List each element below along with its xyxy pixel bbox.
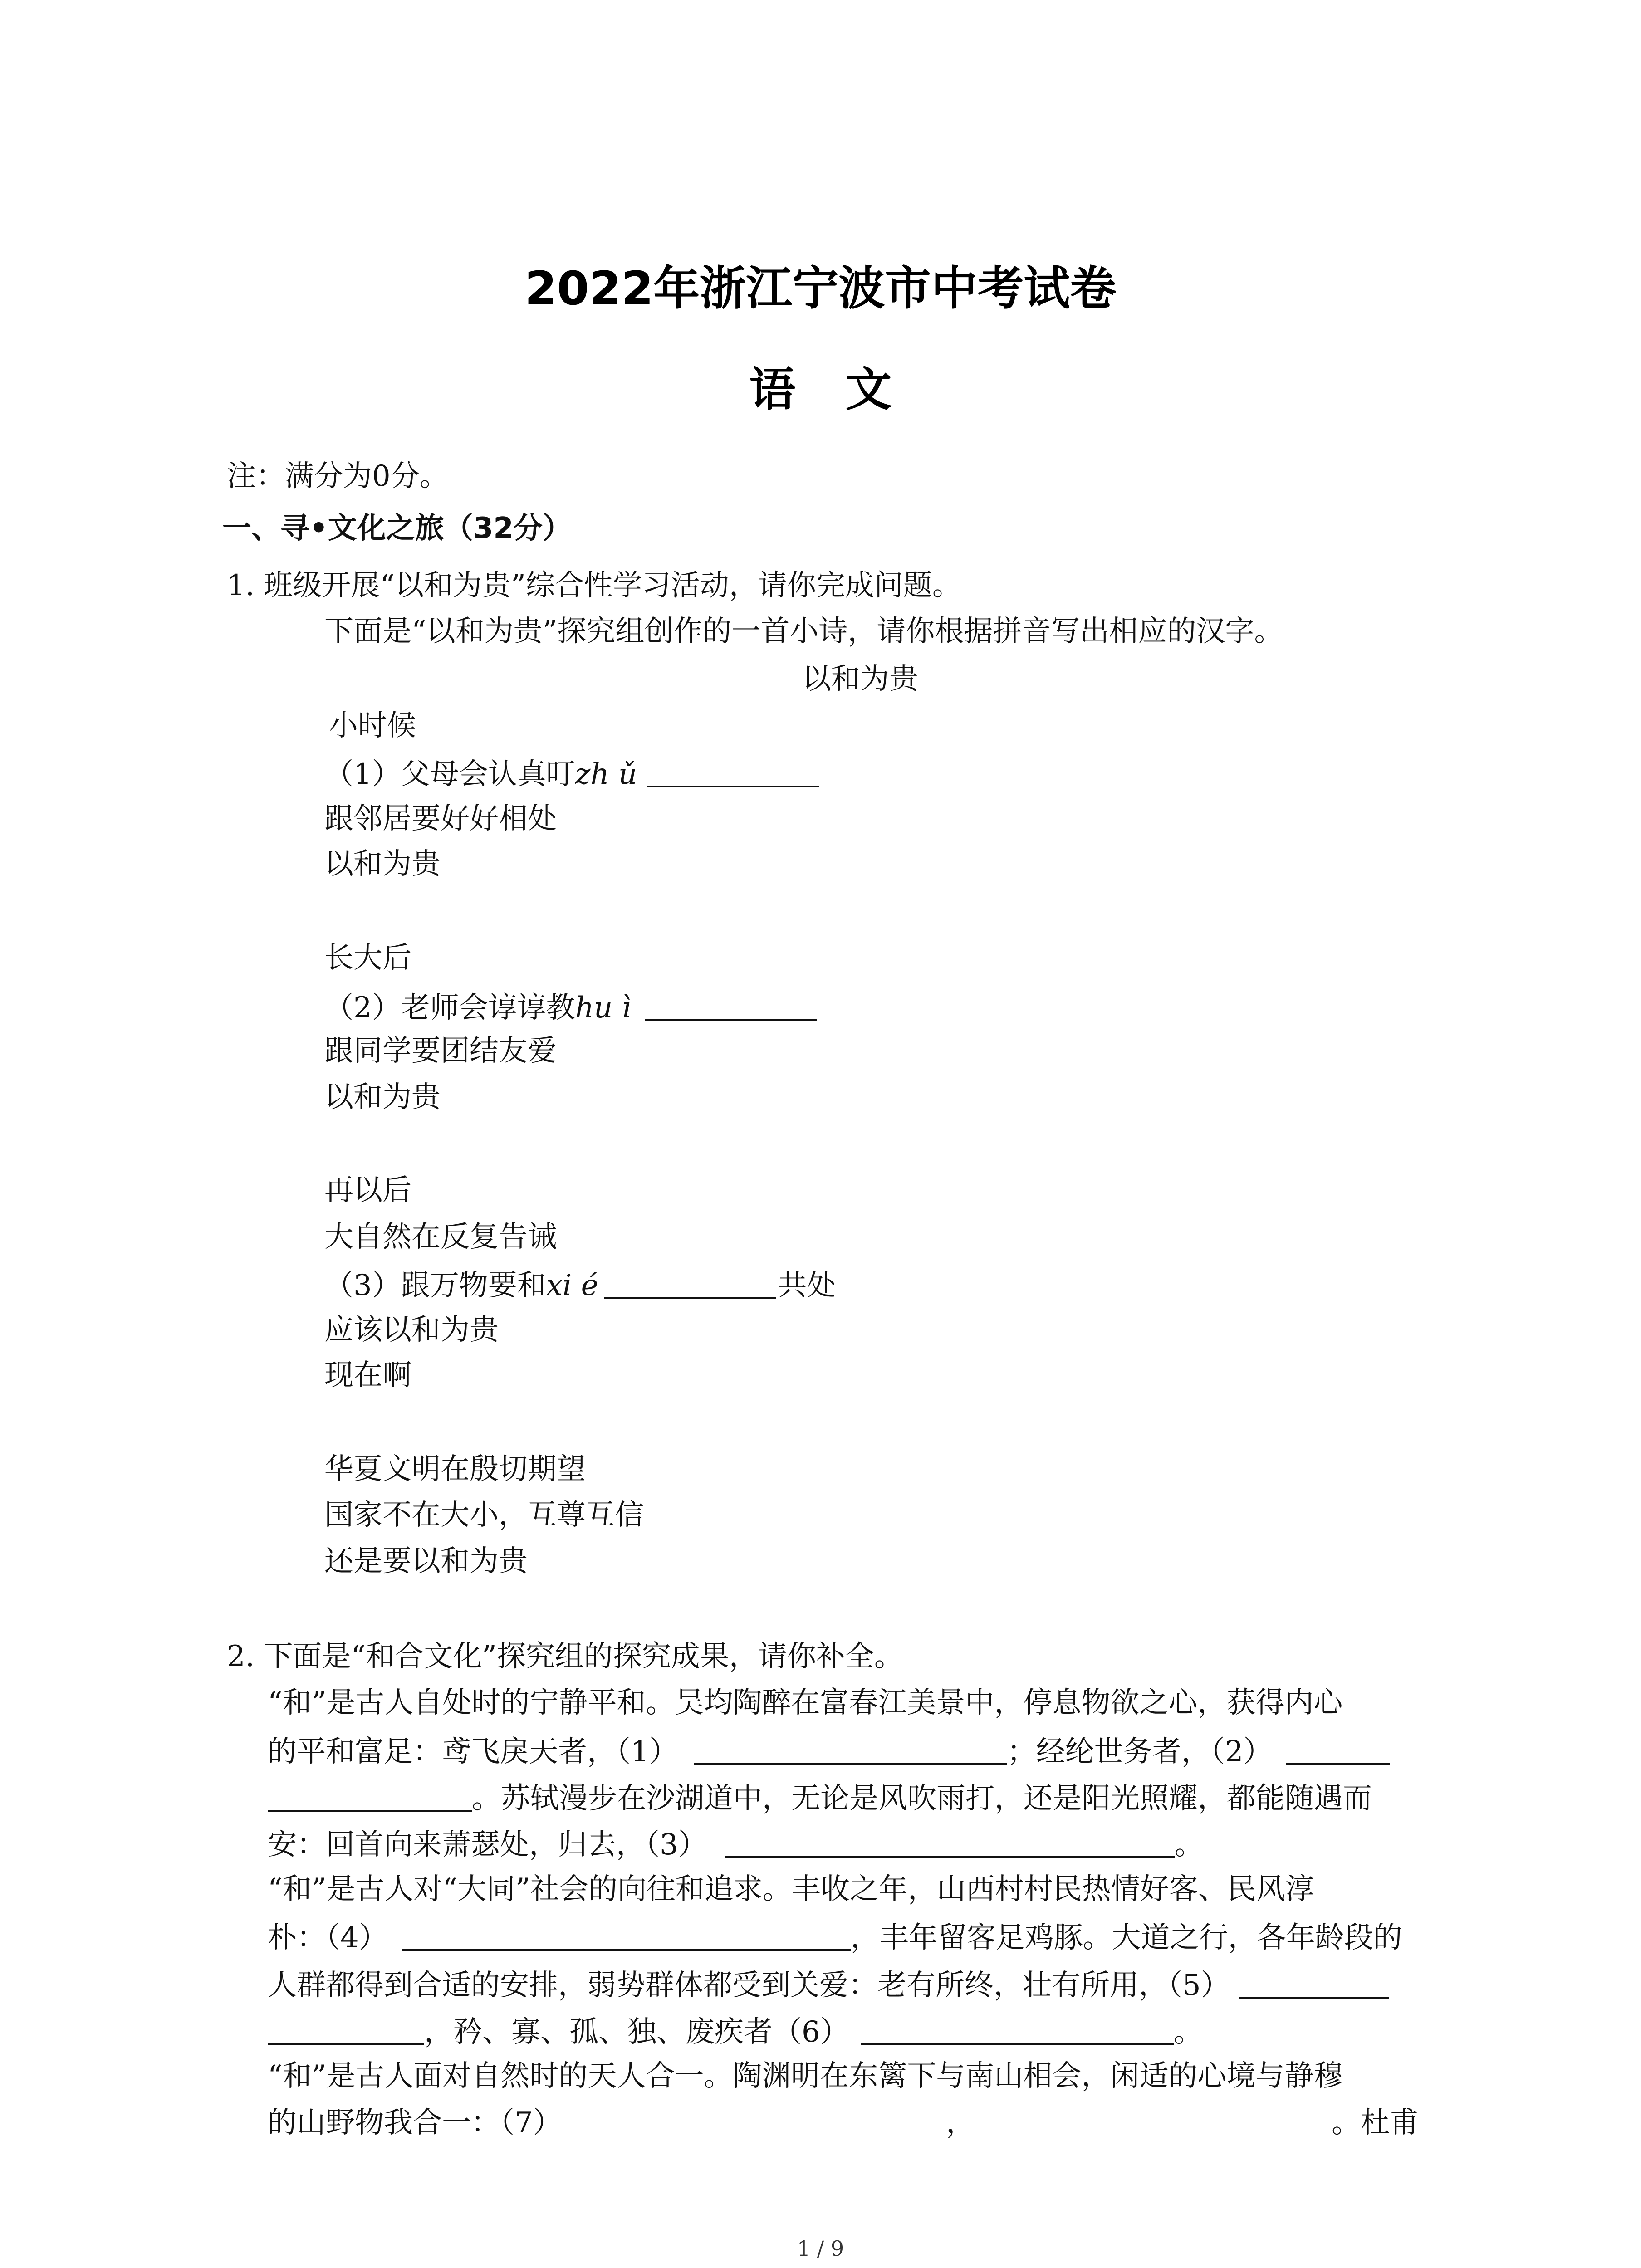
q2-text-part: ，矜、寡、孤、独、废疾者（6） bbox=[424, 2015, 849, 2049]
poem-line: 现在啊 bbox=[324, 1359, 411, 1392]
q2-text bbox=[268, 2015, 1203, 2047]
q2-stem: 2. 下面是“和合文化”探究组的探究成果，请你补全。 bbox=[227, 1640, 903, 1673]
answer-blank-q2-6[interactable] bbox=[861, 2015, 1174, 2045]
q2-text bbox=[268, 1969, 1389, 2000]
poem-line-text: （3）跟万物要和 bbox=[324, 1269, 546, 1302]
poem-title: 以和为贵 bbox=[802, 662, 918, 696]
answer-blank-q2-3[interactable] bbox=[725, 1828, 1175, 1858]
q1-intro: 下面是“以和为贵”探究组创作的一首小诗，请你根据拼音写出相应的汉字。 bbox=[324, 615, 1283, 648]
answer-blank-3[interactable] bbox=[604, 1269, 776, 1299]
answer-blank-q2-5b[interactable] bbox=[268, 2015, 424, 2045]
poem-line: 再以后 bbox=[324, 1173, 411, 1207]
answer-blank-1[interactable] bbox=[647, 758, 819, 787]
q2-text: “和”是古人面对自然时的天人合一。陶渊明在东篱下与南山相会，闲适的心境与静穆 bbox=[268, 2059, 1343, 2093]
answer-blank-q2-5a[interactable] bbox=[1239, 1969, 1389, 1999]
q2-text-comma: ， bbox=[946, 2106, 975, 2140]
poem-line: 小时候 bbox=[329, 709, 416, 743]
q2-text-part: ；经纶世务者，（2） bbox=[1007, 1735, 1273, 1769]
q2-text-part: 。 bbox=[1174, 1828, 1204, 1862]
q2-text bbox=[268, 1828, 1204, 1862]
poem-line: 跟邻居要好好相处 bbox=[324, 802, 557, 836]
q2-text: 的山野物我合一：（7） bbox=[268, 2106, 562, 2140]
poem-line: 国家不在大小，互尊互信 bbox=[324, 1498, 644, 1532]
answer-blank-q2-1[interactable] bbox=[694, 1735, 1007, 1765]
q2-text-part: 朴：（4） bbox=[268, 1921, 388, 1955]
score-note: 注：满分为0分。 bbox=[227, 459, 449, 493]
exam-title: 2022年浙江宁波市中考试卷 bbox=[524, 262, 1117, 316]
poem-line: 长大后 bbox=[324, 941, 411, 975]
q2-text-part: 。 bbox=[1173, 2015, 1203, 2049]
q2-text bbox=[268, 1921, 1402, 1955]
poem-line: 以和为贵 bbox=[324, 847, 441, 881]
poem-line-text: （1）父母会认真叮 bbox=[324, 758, 575, 791]
q2-text-part: 人群都得到合适的安排，弱势群体都受到关爱：老有所终，壮有所用，（5） bbox=[268, 1969, 1230, 2002]
poem-line-blank-3 bbox=[324, 1269, 836, 1300]
q2-text-part: ，丰年留客足鸡豚。大道之行，各年龄段的 bbox=[850, 1921, 1402, 1955]
poem-line-blank-1 bbox=[324, 758, 819, 789]
q2-text-part: 安：回首向来萧瑟处，归去，（3） bbox=[268, 1828, 707, 1862]
poem-line-blank-2 bbox=[324, 991, 817, 1025]
poem-line: 大自然在反复告诫 bbox=[324, 1220, 557, 1254]
pinyin-2: hu ì bbox=[575, 991, 631, 1025]
section-heading: 一、寻•文化之旅（32分） bbox=[222, 512, 572, 545]
answer-blank-q2-2a[interactable] bbox=[1286, 1735, 1390, 1765]
poem-line-text: 共处 bbox=[778, 1269, 836, 1302]
answer-blank-2[interactable] bbox=[645, 991, 817, 1021]
poem-line: 以和为贵 bbox=[324, 1080, 441, 1114]
q1-stem: 1. 班级开展“以和为贵”综合性学习活动，请你完成问题。 bbox=[227, 569, 961, 602]
q2-text: “和”是古人自处时的宁静平和。吴均陶醉在富春江美景中，停息物欲之心，获得内心 bbox=[268, 1686, 1343, 1720]
q2-text: 。杜甫 bbox=[1332, 2106, 1419, 2140]
subject-title: 语文 bbox=[749, 363, 942, 417]
q2-text: “和”是古人对“大同”社会的向往和追求。丰收之年，山西村村民热情好客、民风淳 bbox=[268, 1872, 1314, 1906]
page-number: 1 / 9 bbox=[797, 2236, 844, 2261]
poem-line-text: （2）老师会谆谆教 bbox=[324, 991, 575, 1025]
poem-line: 华夏文明在殷切期望 bbox=[324, 1452, 586, 1486]
poem-line: 还是要以和为贵 bbox=[324, 1545, 528, 1578]
q2-text-part: 的平和富足：鸢飞戾天者，（1） bbox=[268, 1735, 678, 1769]
pinyin-1: zh ǔ bbox=[575, 758, 637, 791]
q2-text-part: 。苏轼漫步在沙湖道中，无论是风吹雨打，还是阳光照耀，都能随遇而 bbox=[472, 1782, 1372, 1815]
pinyin-3: xi é bbox=[546, 1269, 598, 1302]
answer-blank-q2-4[interactable] bbox=[402, 1921, 851, 1951]
poem-line: 应该以和为贵 bbox=[324, 1313, 499, 1347]
q2-text bbox=[268, 1782, 1372, 1813]
q2-text bbox=[268, 1735, 1390, 1769]
poem-line: 跟同学要团结友爱 bbox=[324, 1034, 557, 1068]
answer-blank-q2-2b[interactable] bbox=[268, 1782, 472, 1812]
